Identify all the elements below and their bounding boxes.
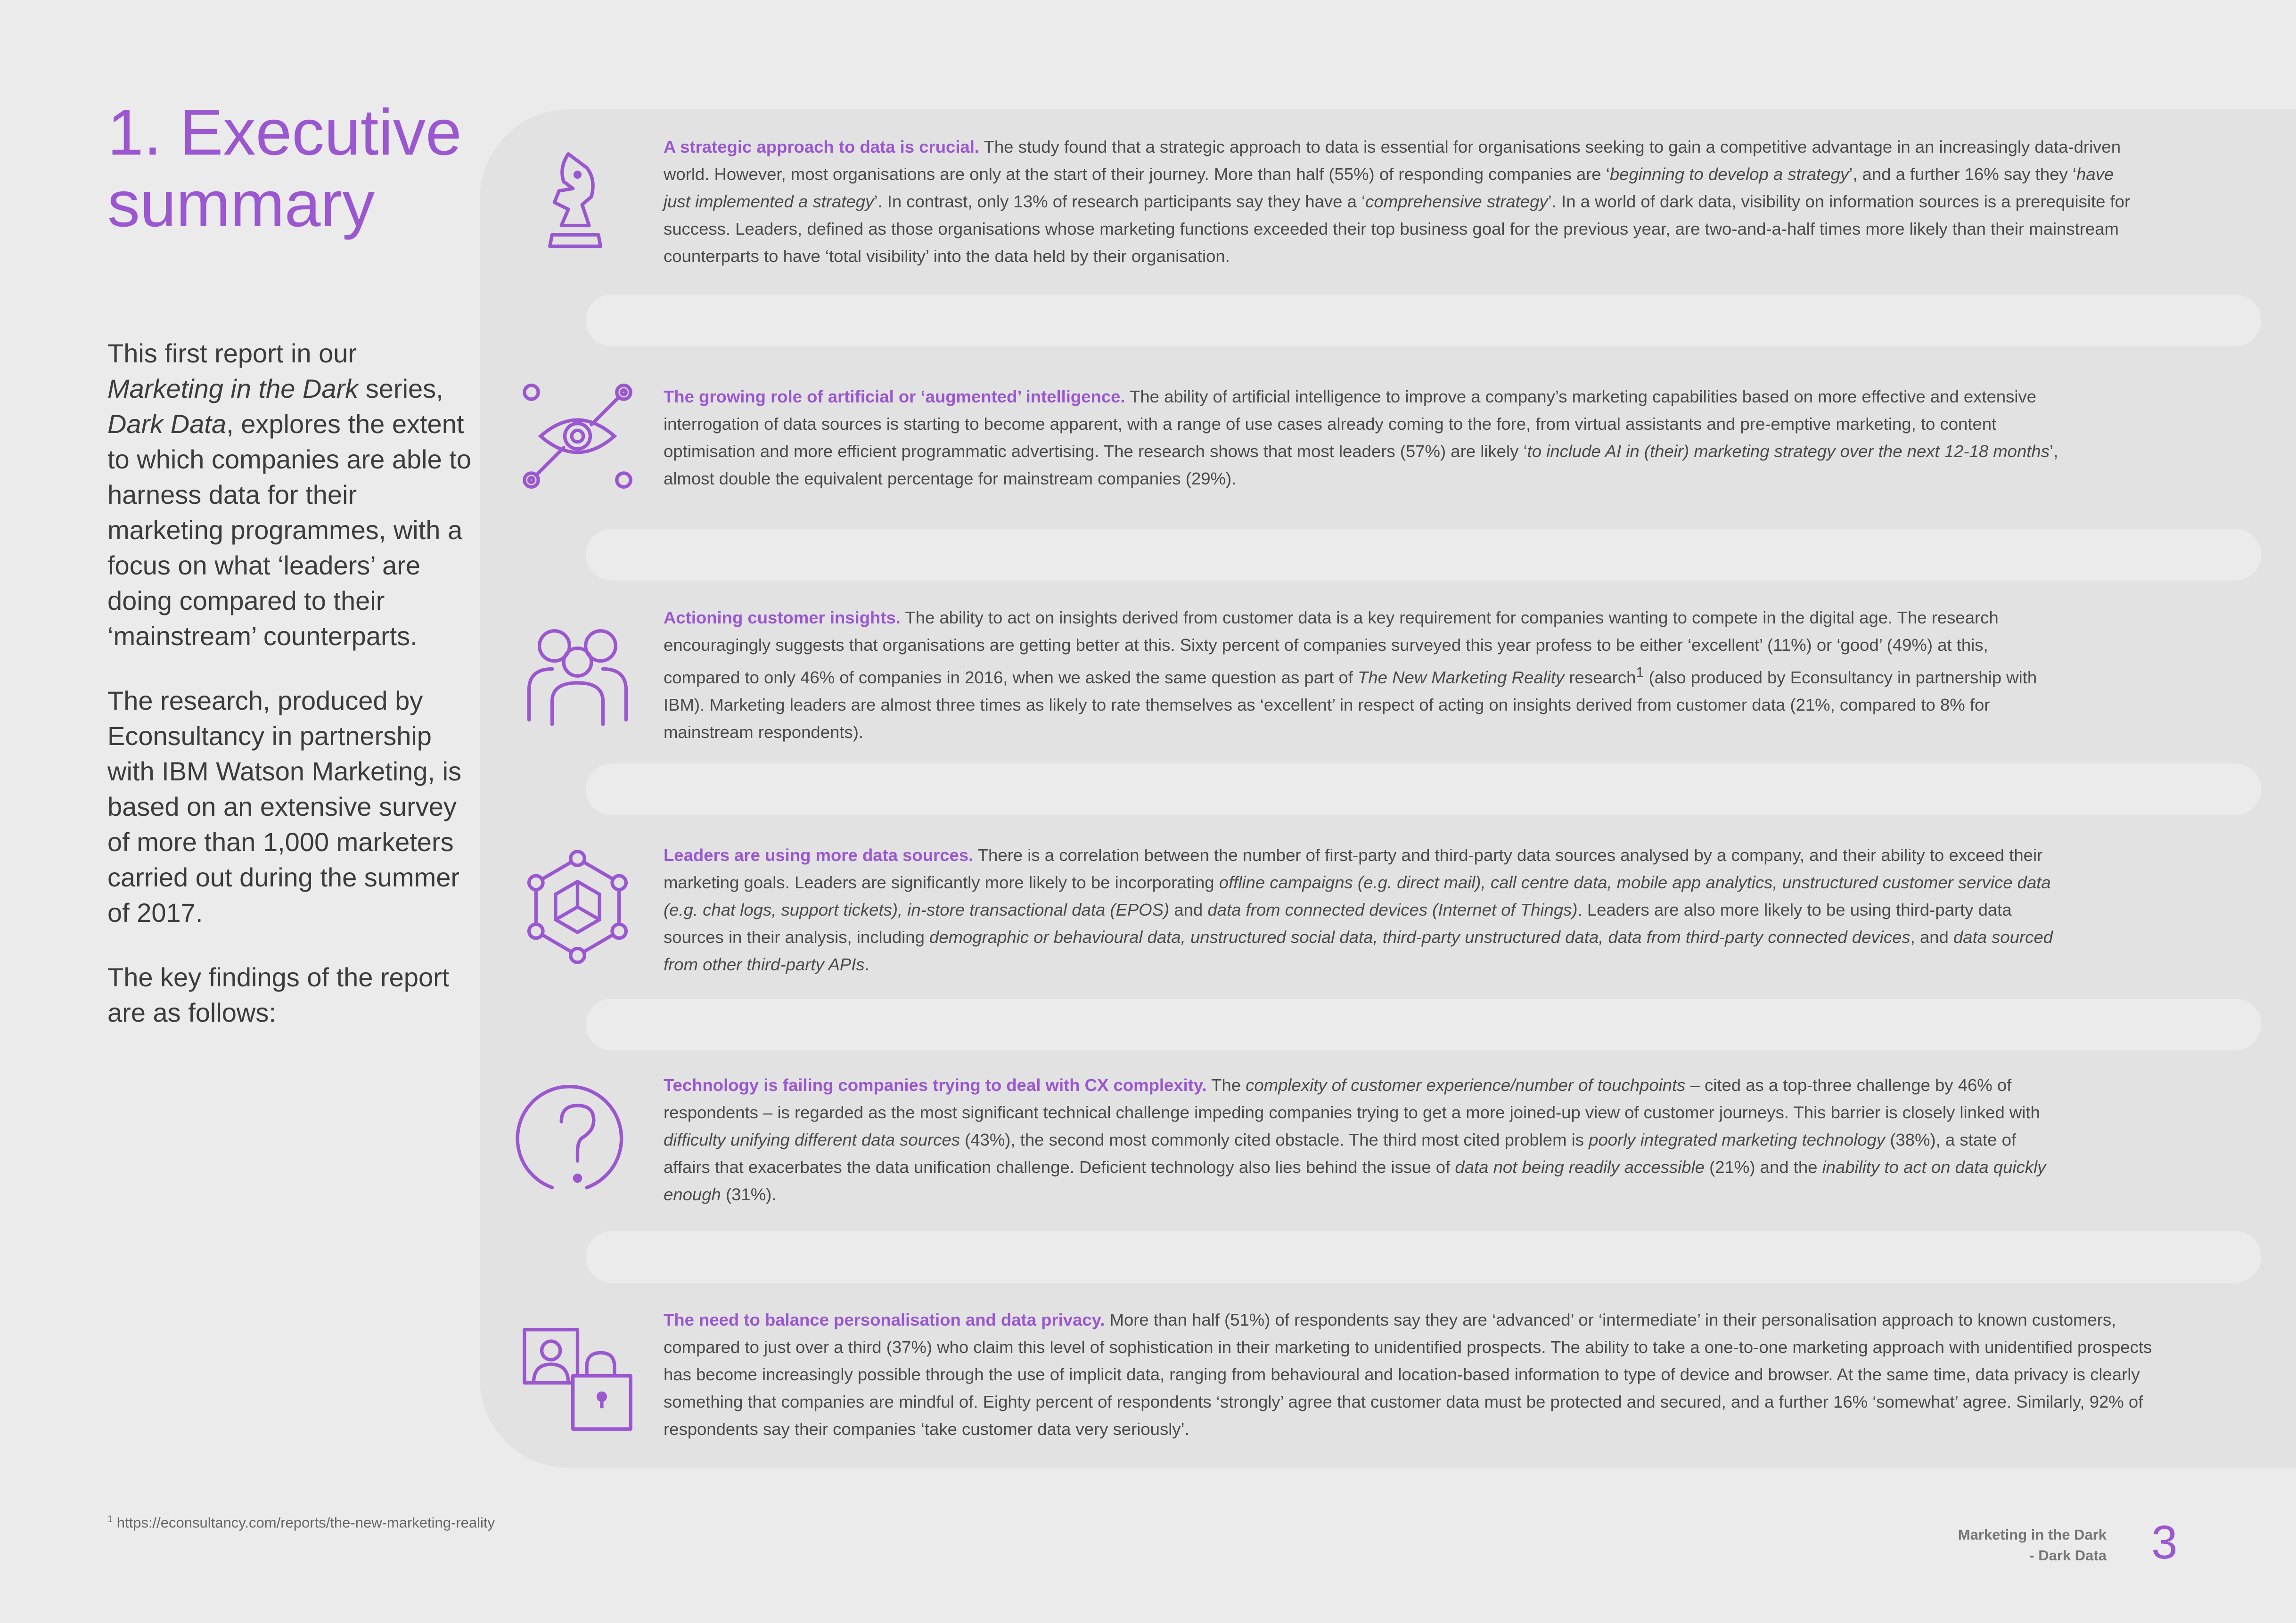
- footer-report-subtitle: - Dark Data: [2029, 1547, 2107, 1564]
- finding-body: research: [1564, 668, 1636, 688]
- running-footer: [1824, 1525, 2107, 1566]
- band-divider: [586, 529, 2261, 581]
- finding-cx-complexity: [480, 1050, 2296, 1231]
- finding-emphasis: data not being readily accessible: [1455, 1157, 1705, 1177]
- finding-strategic-approach: [480, 109, 2296, 295]
- band-divider: [586, 295, 2261, 346]
- finding-text: [664, 383, 2058, 492]
- footer-report-title: Marketing in the Dark: [1958, 1526, 2107, 1543]
- finding-body: .: [864, 955, 869, 974]
- footnote-ref: 1: [1636, 664, 1644, 680]
- finding-emphasis: data sourced from other third-party APIs: [664, 927, 2053, 974]
- finding-body: ’, and a further 16% say they ‘: [1849, 164, 2077, 184]
- finding-emphasis: complexity of customer experience/number of touchpoints: [1246, 1075, 1686, 1095]
- page-title: 1. Executive summary: [107, 96, 462, 240]
- finding-heading: A strategic approach to data is crucial.: [664, 137, 980, 156]
- finding-artificial-intelligence: [480, 346, 2296, 529]
- finding-body: The study found that a strategic approach to data is essential for organisations seeking to gain a competitive advantage in an increasingly data-driven world. However, most organisations are only at the start of their journey. More than half (55%) of responding companies are ‘: [664, 137, 2121, 184]
- finding-body: The: [1206, 1075, 1246, 1095]
- question-mark-icon: [520, 1080, 635, 1196]
- finding-emphasis: data from connected devices (Internet of Things): [1207, 900, 1578, 919]
- finding-text: [664, 1306, 2162, 1443]
- finding-text: [664, 604, 2040, 746]
- finding-body: The ability of artificial intelligence to improve a company’s marketing capabilities based on more effective and extensive interrogation of data sources is starting to become apparent, with a range of use cases already coming to the fore, from virtual assistants and pre-emptive marketing, to content optimisation and more efficient programmatic advertising. The research shows that most leaders (57%) are likely ‘: [664, 387, 2037, 461]
- intro-paragraph-1: This first report in our Marketing in the Dark series, Dark Data, explores the extent to which companies are able to harness data for their marketing programmes, with a focus on what ‘leaders’ are doing compared to their ‘mainstream’ counterparts.: [107, 338, 471, 651]
- finding-personalisation-privacy: [480, 1283, 2296, 1468]
- finding-heading: The growing role of artificial or ‘augmented’ intelligence.: [664, 387, 1125, 406]
- finding-text: [664, 133, 2134, 270]
- finding-body: , and: [1910, 927, 1953, 947]
- finding-emphasis: inability to act on data quickly enough: [664, 1157, 2046, 1204]
- finding-customer-insights: [480, 581, 2296, 763]
- findings-panel: [480, 109, 2296, 1468]
- finding-body: More than half (51%) of respondents say they are ‘advanced’ or ‘intermediate’ in their personalisation approach to known customers, compared to just over a third (37%) who claim this level of sophistication in their marketing to unidentified prospects. The ability to take a one-to-one marketing approach with unidentified prospects has become increasingly possible through the use of implicit data, ranging from behavioural and location-based information to type of device and browser. At the same time, data privacy is clearly something that companies are mindful of. Eighty percent of respondents ‘strongly’ agree that customer data must be protected and secured, and a further 16% ‘somewhat’ agree. Similarly, 92% of respondents say their companies ‘take customer data very seriously’.: [664, 1310, 2152, 1439]
- intro-paragraph-2: The research, produced by Econsultancy in partnership with IBM Watson Marketing, is based on an extensive survey of more than 1,000 marketers carried out during the summer of 2017.: [107, 686, 462, 927]
- finding-emphasis: have just implemented a strategy: [664, 164, 2114, 211]
- finding-heading: Actioning customer insights.: [664, 608, 901, 627]
- finding-emphasis: to include AI in (their) marketing strategy over the next 12-18 months: [1527, 442, 2050, 461]
- finding-emphasis: comprehensive strategy: [1365, 192, 1548, 211]
- finding-heading: Leaders are using more data sources.: [664, 845, 974, 865]
- page-number: 3: [2151, 1516, 2178, 1569]
- finding-emphasis: poorly integrated marketing technology: [1589, 1130, 1886, 1149]
- finding-emphasis: beginning to develop a strategy: [1609, 164, 1849, 184]
- finding-body: . Leaders are also more likely to be using third-party data sources in their analysis, including: [664, 900, 2012, 947]
- finding-body: ’, almost double the equivalent percentage for mainstream companies (29%).: [664, 442, 2058, 488]
- chess-knight-icon: [520, 145, 635, 260]
- finding-body: – cited as a top-three challenge by 46% of respondents – is regarded as the most significant technical challenge impeding companies trying to get a more joined-up view of customer journeys. This barrier is closely linked with: [664, 1075, 2040, 1122]
- finding-emphasis: offline campaigns (e.g. direct mail), call centre data, mobile app analytics, unstructured customer service data (e.g. chat logs, support tickets), in-store transactional data (EPOS): [664, 873, 2051, 919]
- finding-emphasis: difficulty unifying different data sources: [664, 1130, 960, 1149]
- finding-text: [664, 1072, 2058, 1208]
- eye-network-icon: [520, 378, 635, 494]
- intro-paragraph-3: The key findings of the report are as follows:: [107, 962, 450, 1027]
- finding-body: ’. In contrast, only 13% of research participants say they have a ‘: [874, 192, 1366, 211]
- hexagon-network-icon: [520, 849, 635, 965]
- finding-body: (43%), the second most commonly cited obstacle. The third most cited problem is: [959, 1130, 1589, 1149]
- finding-emphasis: The New Marketing Reality: [1358, 668, 1565, 688]
- band-divider: [586, 999, 2261, 1050]
- finding-data-sources: [480, 815, 2296, 999]
- finding-body: and: [1169, 900, 1208, 919]
- intro-text: [107, 336, 480, 1030]
- people-icon: [520, 614, 635, 729]
- finding-text: [664, 842, 2058, 978]
- finding-body: (also produced by Econsultancy in partnership with IBM). Marketing leaders are almost three times as likely to rate themselves as ‘excellent’ in respect of acting on insights derived from customer data (21%, compared to 8% for mainstream respondents).: [664, 668, 2037, 742]
- finding-heading: The need to balance personalisation and data privacy.: [664, 1310, 1105, 1329]
- finding-body: (21%) and the: [1705, 1157, 1822, 1177]
- finding-body: The ability to act on insights derived from customer data is a key requirement for companies wanting to compete in the digital age. The research encouragingly suggests that organisations are getting better at this. Sixty percent of companies surveyed this year profess to be either ‘excellent’ (11%) or ‘good’ (49%) at this, compared to only 46% of companies in 2016, when we asked the same question as part of: [664, 608, 1999, 688]
- band-divider: [586, 1231, 2261, 1283]
- finding-body: ’. In a world of dark data, visibility on information sources is a prerequisite for success. Leaders, defined as those organisations whose marketing functions exceeded their top business goal for the previous year, are two-and-a-half times more likely than their mainstream counterparts to have ‘total visibility’ into the data held by their organisation.: [664, 192, 2131, 266]
- finding-emphasis: demographic or behavioural data, unstructured social data, third-party unstructured data, data from third-party connected devices: [929, 927, 1911, 947]
- finding-body: (31%).: [721, 1185, 777, 1204]
- profile-padlock-icon: [520, 1320, 635, 1436]
- band-divider: [586, 763, 2261, 815]
- finding-body: There is a correlation between the number of first-party and third-party data sources analysed by a company, and their ability to exceed their marketing goals. Leaders are significantly more likely to be incorporating: [664, 845, 2043, 892]
- footnote: $^1$ https://econsultancy.com/reports/the-new-marketing-reality: [107, 1514, 495, 1531]
- finding-heading: Technology is failing companies trying to deal with CX complexity.: [664, 1075, 1207, 1095]
- finding-body: (38%), a state of affairs that exacerbates the data unification challenge. Deficient technology also lies behind the issue of: [664, 1130, 2017, 1177]
